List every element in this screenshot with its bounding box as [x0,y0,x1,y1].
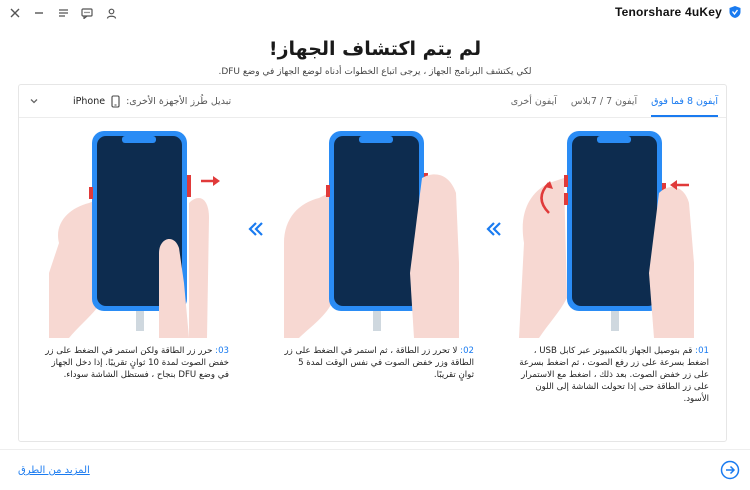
next-arrow-button[interactable] [720,460,740,480]
account-button[interactable] [102,4,120,22]
more-methods-link[interactable]: المزيد من الطرق [18,465,90,476]
tab-iphone-7[interactable]: آيفون 7 / 7بلاس [570,96,638,107]
step-3-illustration [49,123,224,373]
step-1-caption [519,345,709,405]
brand [615,5,742,19]
step-3-number: 03: [215,346,229,356]
step-3-phone-hands-image [49,123,224,338]
brand-name: Tenorshare 4uKey [614,5,722,19]
step-2-phone-hands-image [284,123,459,338]
tab-other-iphone[interactable]: آيفون أخرى [510,96,557,107]
step-1-phone-hands-image [519,123,694,338]
device-name: iPhone [73,95,106,107]
step-1-number: 01: [695,346,709,356]
model-tabs [511,85,718,117]
feedback-icon [81,8,93,19]
title-bar [0,0,750,26]
minimize-icon [34,8,44,18]
double-chevron-left-icon [485,221,503,237]
step-1-illustration [519,123,694,373]
page-title: !لم يتم اكتشاف الجهاز [268,38,482,60]
close-button[interactable] [6,4,24,22]
step-3-text: حرر زر الطاقة ولكن استمر في الضغط على زر خفض الصوت لمدة 10 ثوانٍ تقريبًا. إذا دخل الجهاز في وضع DFU بنجاح ، فستظل الشاشة سوداء. [45,346,229,380]
shield-logo-icon [728,5,742,19]
step-3-caption [39,345,229,381]
menu-icon [58,8,69,18]
instructions-card [18,84,727,442]
close-icon [10,8,20,18]
account-icon [106,8,117,19]
step-2-caption [284,345,474,381]
feedback-button[interactable] [78,4,96,22]
double-chevron-left-icon [247,221,265,237]
minimize-button[interactable] [30,4,48,22]
phone-icon [111,95,120,108]
menu-button[interactable] [54,4,72,22]
tab-bar [19,85,726,118]
step-2-number: 02: [460,346,474,356]
chevron-down-icon [29,96,39,106]
tab-iphone-8-plus[interactable]: آيفون 8 فما فوق [651,85,718,117]
step-2-illustration [284,123,459,373]
device-switcher[interactable] [29,85,231,117]
step-2-text: لا تحرر زر الطاقة ، ثم استمر في الضغط على زر الطاقة وزر خفض الصوت في نفس الوقت لمدة 5 ثوانٍ تقريبًا. [284,346,474,380]
page-subtitle: لكي يكتشف البرنامج الجهاز ، يرجى اتباع الخطوات أدناه لوضع الجهاز في وضع DFU. [218,67,532,77]
window-controls [6,4,120,22]
step-1-text: قم بتوصيل الجهاز بالكمبيوتر عبر كابل USB ، اضغط بسرعة على زر رفع الصوت ، ثم اضغط بسرعة على زر خفض الصوت. بعد ذلك ، اضغط مع الاستمرار على زر الطاقة حتى إذا تحولت الشاشة إلى اللون الأسود. [519,346,709,404]
switcher-label: تبديل طُرز الأجهزة الأخرى: [126,95,232,107]
footer [0,449,750,490]
